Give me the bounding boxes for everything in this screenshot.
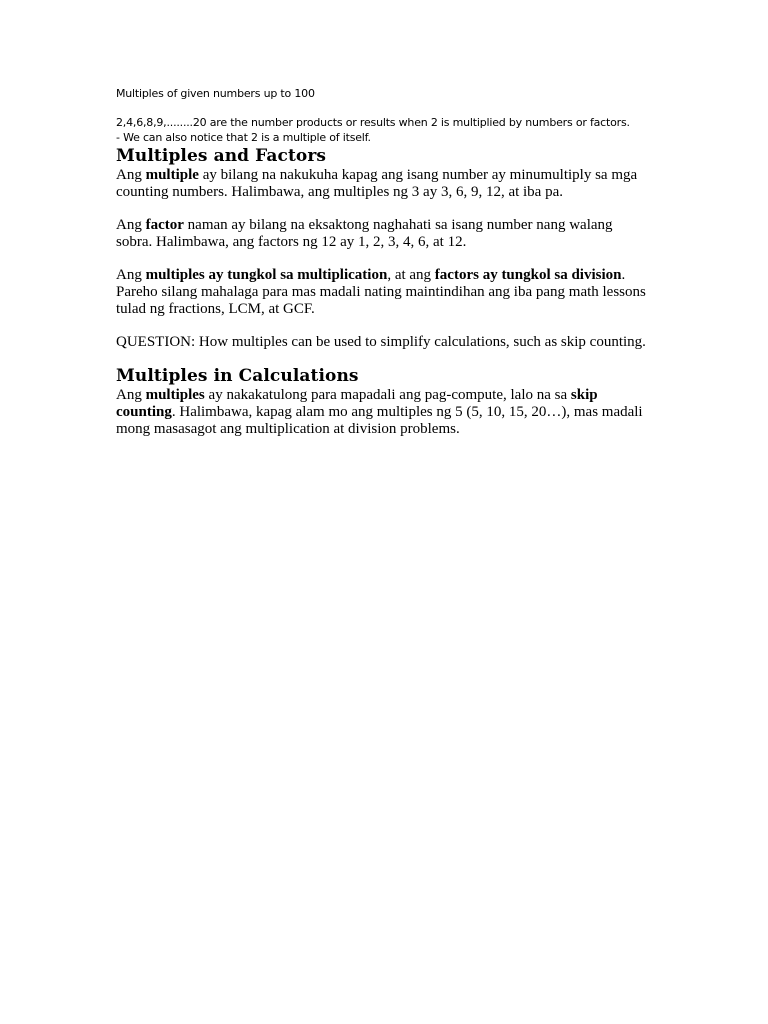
text-run: Ang	[116, 387, 146, 403]
intro-line-products: 2,4,6,8,9,........20 are the number products or results when 2 is multiplied by numbers or factors.	[116, 116, 630, 129]
bold-term: multiple	[145, 167, 199, 183]
text-run: Ang	[116, 167, 146, 183]
paragraph-question: QUESTION: How multiples can be used to simplify calculations, such as skip counting.	[116, 334, 646, 350]
text-run: naman ay bilang na eksaktong naghahati sa isang number nang walang sobra. Halimbawa, ang factors ng 12 ay 1, 2, 3, 4, 6, at 12.	[116, 217, 613, 250]
paragraph-factor-definition	[116, 217, 646, 251]
text-run: . Pareho silang mahalaga para mas madali nating maintindihan ang iba pang math lessons tulad ng fractions, LCM, at GCF.	[116, 267, 646, 317]
bold-term: skip counting	[116, 387, 598, 420]
section-heading-multiples-calculations: Multiples in Calculations	[116, 366, 359, 386]
paragraph-multiple-definition	[116, 167, 646, 201]
bold-term: factor	[145, 217, 184, 233]
bold-term: multiples	[145, 387, 205, 403]
text-run: Ang	[116, 267, 146, 283]
intro-title: Multiples of given numbers up to 100	[116, 87, 315, 100]
intro-line-note: - We can also notice that 2 is a multiple of itself.	[116, 131, 371, 144]
document-page	[116, 86, 646, 454]
bold-term: factors ay tungkol sa division	[434, 267, 622, 283]
text-run: Ang	[116, 217, 146, 233]
paragraph-skip-counting	[116, 387, 646, 438]
text-run: ay bilang na nakukuha kapag ang isang number ay minumultiply sa mga counting numbers. Halimbawa, ang multiples ng 3 ay 3, 6, 9, 12, at iba pa.	[116, 167, 638, 200]
paragraph-comparison	[116, 267, 646, 318]
bold-term: multiples ay tungkol sa multiplication	[145, 267, 388, 283]
text-run: ay nakakatulong para mapadali ang pag-compute, lalo na sa	[204, 387, 571, 403]
text-run: . Halimbawa, kapag alam mo ang multiples ng 5 (5, 10, 15, 20…), mas madali mong masasagot ang multiplication at division problems.	[116, 404, 643, 437]
text-run: , at ang	[387, 267, 435, 283]
section-heading-multiples-factors: Multiples and Factors	[116, 146, 327, 166]
